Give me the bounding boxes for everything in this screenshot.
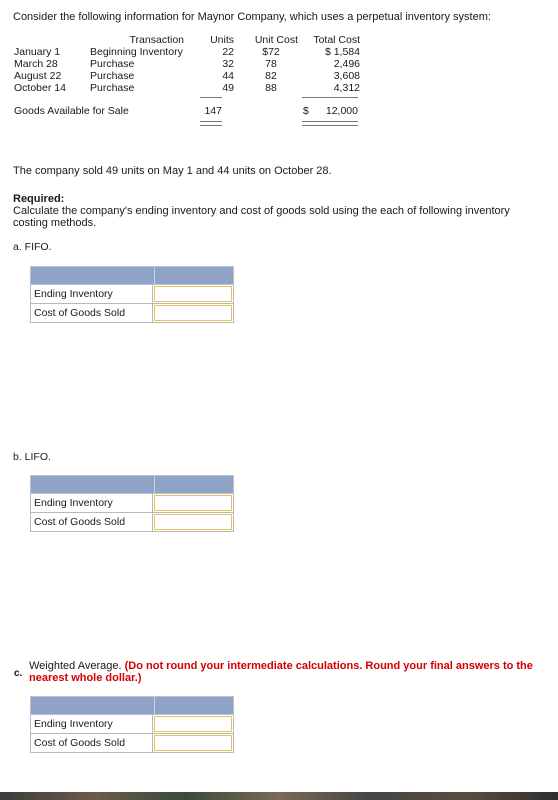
table-row: [30, 734, 234, 753]
required-title: Required:: [13, 193, 65, 205]
row-label-ending-inventory: Ending Inventory: [31, 494, 153, 512]
answer-table-header: [30, 696, 234, 715]
goods-available-total: 12,000: [325, 105, 358, 117]
row-unit-cost: 88: [265, 82, 277, 94]
units-sold-text: The company sold 49 units on May 1 and 44 units on October 28.: [13, 165, 332, 177]
header-unit-cost: Unit Cost: [254, 34, 298, 46]
answer-table-header: [30, 266, 234, 285]
units-double-underline: [200, 121, 222, 126]
row-units: 32: [222, 58, 234, 70]
row-desc: Purchase: [90, 82, 135, 94]
row-units: 49: [222, 82, 234, 94]
table-row: [14, 70, 360, 82]
header-transaction: Transaction: [129, 34, 184, 46]
table-row: [14, 46, 360, 58]
row-total-cost: 3,608: [333, 70, 360, 82]
row-unit-cost: 78: [265, 58, 277, 70]
units-underline: [200, 97, 222, 98]
row-total-cost: 4,312: [333, 82, 360, 94]
fifo-ending-inventory-input[interactable]: [154, 286, 232, 302]
table-row: [30, 494, 234, 513]
total-double-underline: [302, 121, 358, 126]
row-total-cost: 2,496: [333, 58, 360, 70]
goods-available-dollar: $: [303, 105, 309, 117]
weighted-average-answer-table: [30, 696, 234, 753]
lifo-ending-inventory-input[interactable]: [154, 495, 232, 511]
rounding-warning: (Do not round your intermediate calculations. Round your final answers to the nearest whole dollar.): [29, 660, 533, 684]
row-label-ending-inventory: Ending Inventory: [31, 285, 153, 303]
lifo-cogs-input[interactable]: [154, 514, 232, 530]
part-a-label: a. FIFO.: [13, 241, 52, 253]
answer-table-header: [30, 475, 234, 494]
row-label-cost-of-goods-sold: Cost of Goods Sold: [31, 513, 153, 531]
row-date: March 28: [14, 58, 58, 70]
row-total-cost: $ 1,584: [324, 46, 360, 58]
row-desc: Beginning Inventory: [90, 46, 183, 58]
row-label-cost-of-goods-sold: Cost of Goods Sold: [31, 304, 153, 322]
row-unit-cost: $72: [262, 46, 280, 58]
table-row: [30, 304, 234, 323]
bottom-image-strip: [0, 792, 558, 800]
row-date: August 22: [14, 70, 62, 82]
part-c-letter: c.: [14, 668, 23, 679]
row-units: 22: [222, 46, 234, 58]
row-date: October 14: [14, 82, 66, 94]
lifo-answer-table: [30, 475, 234, 532]
row-label-ending-inventory: Ending Inventory: [31, 715, 153, 733]
goods-available-units: 147: [204, 105, 222, 117]
wa-cogs-input[interactable]: [154, 735, 232, 751]
row-units: 44: [222, 70, 234, 82]
part-c-label: Weighted Average.: [29, 660, 122, 672]
table-row: [30, 513, 234, 532]
table-header-row: [14, 34, 360, 46]
fifo-cogs-input[interactable]: [154, 305, 232, 321]
part-b-label: b. LIFO.: [13, 451, 51, 463]
header-units: Units: [210, 34, 234, 46]
row-date: January 1: [14, 46, 61, 58]
table-row: [30, 285, 234, 304]
required-text: Calculate the company's ending inventory and cost of goods sold using the each of following inventory costing methods.: [13, 205, 510, 229]
row-unit-cost: 82: [265, 70, 277, 82]
inventory-table: [14, 34, 360, 94]
row-label-cost-of-goods-sold: Cost of Goods Sold: [31, 734, 153, 752]
row-desc: Purchase: [90, 70, 135, 82]
table-row: [30, 715, 234, 734]
row-desc: Purchase: [90, 58, 135, 70]
header-total-cost: Total Cost: [313, 34, 360, 46]
part-c-instructions: [29, 660, 539, 684]
table-row: [14, 58, 360, 70]
wa-ending-inventory-input[interactable]: [154, 716, 232, 732]
table-row: [14, 82, 360, 94]
total-underline: [302, 97, 358, 98]
goods-available-label: Goods Available for Sale: [14, 105, 129, 117]
intro-text: Consider the following information for Maynor Company, which uses a perpetual inventory system:: [13, 11, 491, 23]
fifo-answer-table: [30, 266, 234, 323]
